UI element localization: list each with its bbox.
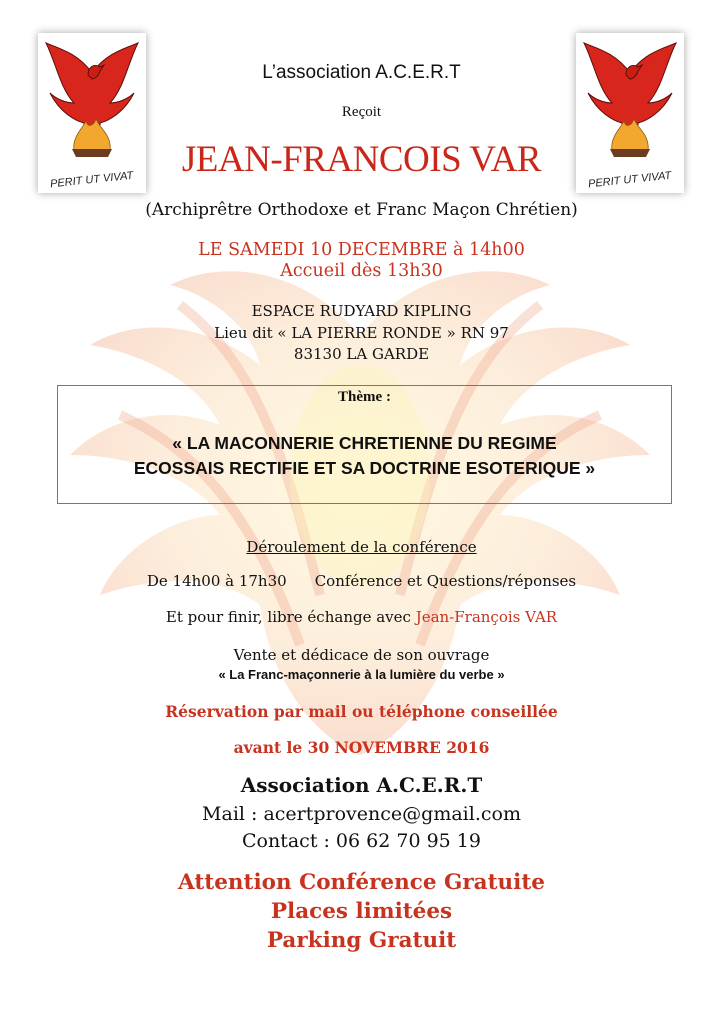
phoenix-logo-left xyxy=(38,33,146,193)
phoenix-icon xyxy=(584,43,676,157)
notice-free-conference: Attention Conférence Gratuite xyxy=(178,870,545,895)
theme-line-1: « LA MACONNERIE CHRETIENNE DU REGIME xyxy=(172,433,557,453)
phoenix-icon xyxy=(46,43,138,157)
book-title: « La Franc-maçonnerie à la lumière du verbe » xyxy=(218,667,505,682)
closing-prefix: Et pour finir, libre échange avec xyxy=(165,608,416,626)
program-schedule xyxy=(0,572,723,590)
venue-city: 83130 LA GARDE xyxy=(293,345,430,363)
book-sale-line: Vente et dédicace de son ouvrage xyxy=(233,646,490,664)
speaker-title: (Archiprêtre Orthodoxe et Franc Maçon Chrétien) xyxy=(145,200,578,220)
theme-box xyxy=(57,385,672,504)
venue-place: Lieu dit « LA PIERRE RONDE » RN 97 xyxy=(214,324,509,342)
venue-name: ESPACE RUDYARD KIPLING xyxy=(251,302,472,320)
closing-speaker-name: Jean-François VAR xyxy=(415,608,558,626)
theme-line-2: ECOSSAIS RECTIFIE ET SA DOCTRINE ESOTERIQUE » xyxy=(133,458,596,478)
event-date: LE SAMEDI 10 DECEMBRE à 14h00 xyxy=(198,240,525,260)
program-activity: Conférence et Questions/réponses xyxy=(314,572,577,590)
svg-text:PERIT UT VIVAT: PERIT UT VIVAT xyxy=(587,169,672,191)
contact-phone[interactable]: Contact : 06 62 70 95 19 xyxy=(242,830,481,852)
welcome-time: Accueil dès 13h30 xyxy=(280,261,443,281)
phoenix-logo-right xyxy=(576,33,684,193)
reservation-notice: Réservation par mail ou téléphone conseillée xyxy=(165,702,558,721)
speaker-name: JEAN-FRANCOIS VAR xyxy=(181,139,542,180)
program-heading: Déroulement de la conférence xyxy=(246,538,477,556)
reservation-deadline: avant le 30 NOVEMBRE 2016 xyxy=(233,738,490,757)
theme-label: Thème : xyxy=(338,389,391,405)
program-closing xyxy=(0,608,723,626)
notice-limited-places: Places limitées xyxy=(270,899,453,924)
association-line: L’association A.C.E.R.T xyxy=(262,62,461,83)
recoit-line: Reçoit xyxy=(341,104,382,120)
program-time-range: De 14h00 à 17h30 xyxy=(146,572,287,590)
notice-free-parking: Parking Gratuit xyxy=(266,928,457,953)
contact-mail[interactable]: Mail : acertprovence@gmail.com xyxy=(202,803,521,825)
contact-organization: Association A.C.E.R.T xyxy=(240,773,483,797)
svg-text:PERIT UT VIVAT: PERIT UT VIVAT xyxy=(49,169,134,191)
